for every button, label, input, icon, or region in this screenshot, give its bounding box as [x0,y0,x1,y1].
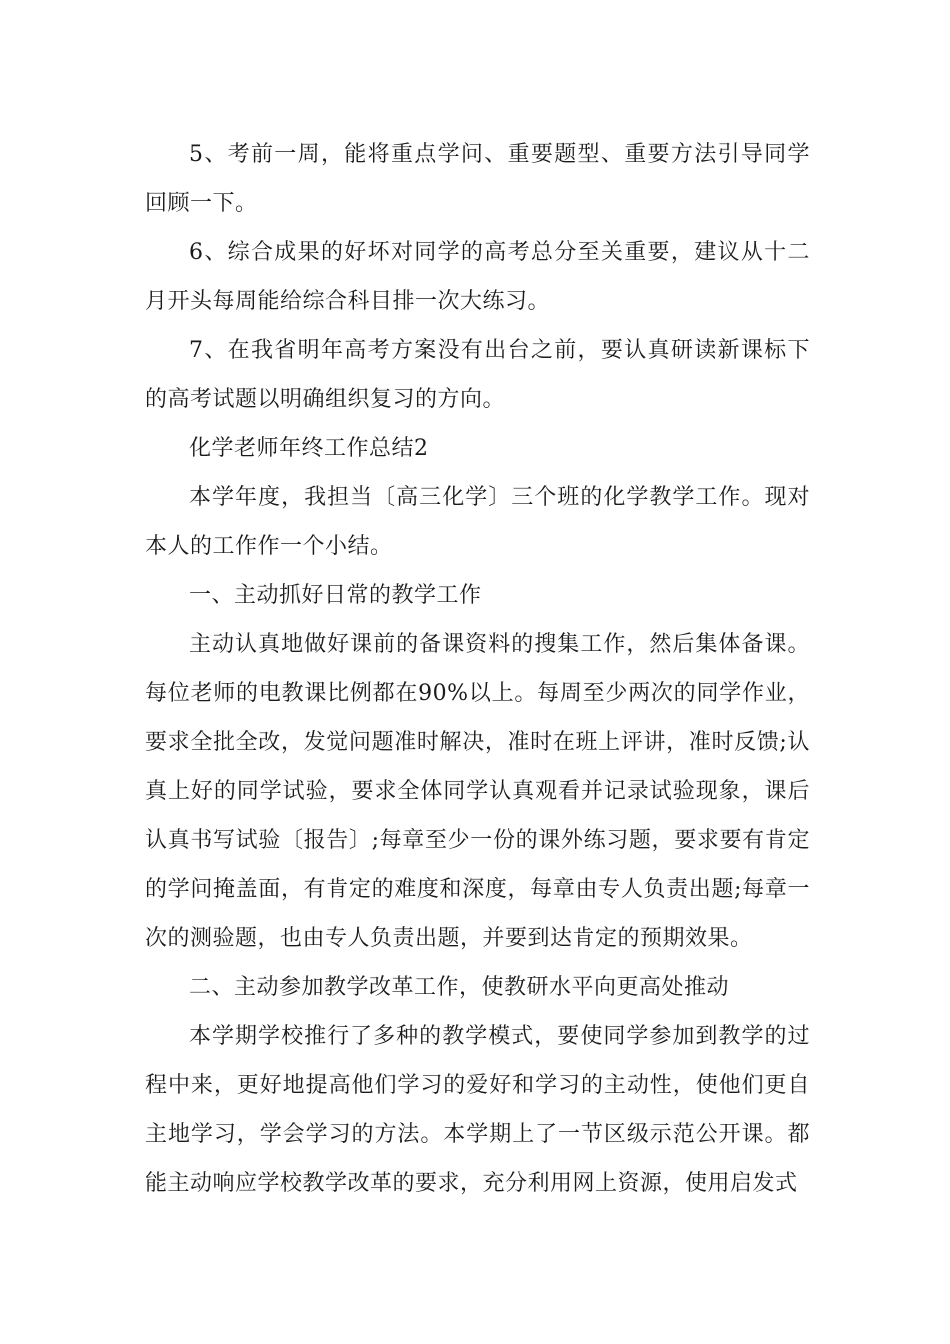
paragraph-daily-teaching: 主动认真地做好课前的备课资料的搜集工作，然后集体备课。每位老师的电教课比例都在90%以上。每周至少两次的同学作业，要求全批全改，发觉问题准时解决，准时在班上评讲，准时反馈;认真上好的同学试验，要求全体同学认真观看并记录试验现象，课后认真书写试验〔报告〕;每章至少一份的课外练习题，要求要有肯定的学问掩盖面，有肯定的难度和深度，每章由专人负责出题;每章一次的测验题，也由专人负责出题，并要到达肯定的预期效果。 [145,632,810,951]
intro-paragraph: 本学年度，我担当〔高三化学〕三个班的化学教学工作。现对本人的工作作一个小结。 [145,485,810,559]
paragraph-item-5: 5、考前一周，能将重点学问、重要题型、重要方法引导同学回顾一下。 [145,142,810,216]
paragraph-item-6: 6、综合成果的好坏对同学的高考总分至关重要，建议从十二月开头每周能给综合科目排一次大练习。 [145,240,810,314]
document-body [145,130,810,1208]
heading-daily-teaching: 一、主动抓好日常的教学工作 [189,583,482,608]
paragraph-item-7: 7、在我省明年高考方案没有出台之前，要认真研读新课标下的高考试题以明确组织复习的方向。 [145,338,810,412]
section-title: 化学老师年终工作总结2 [189,436,429,461]
paragraph-teaching-reform: 本学期学校推行了多种的教学模式，要使同学参加到教学的过程中来，更好地提高他们学习的爱好和学习的主动性，使他们更自主地学习，学会学习的方法。本学期上了一节区级示范公开课。都能主动响应学校教学改革的要求，充分利用网上资源，使用启发式 [145,1024,810,1196]
heading-teaching-reform: 二、主动参加教学改革工作，使教研水平向更高处推动 [189,975,730,1000]
